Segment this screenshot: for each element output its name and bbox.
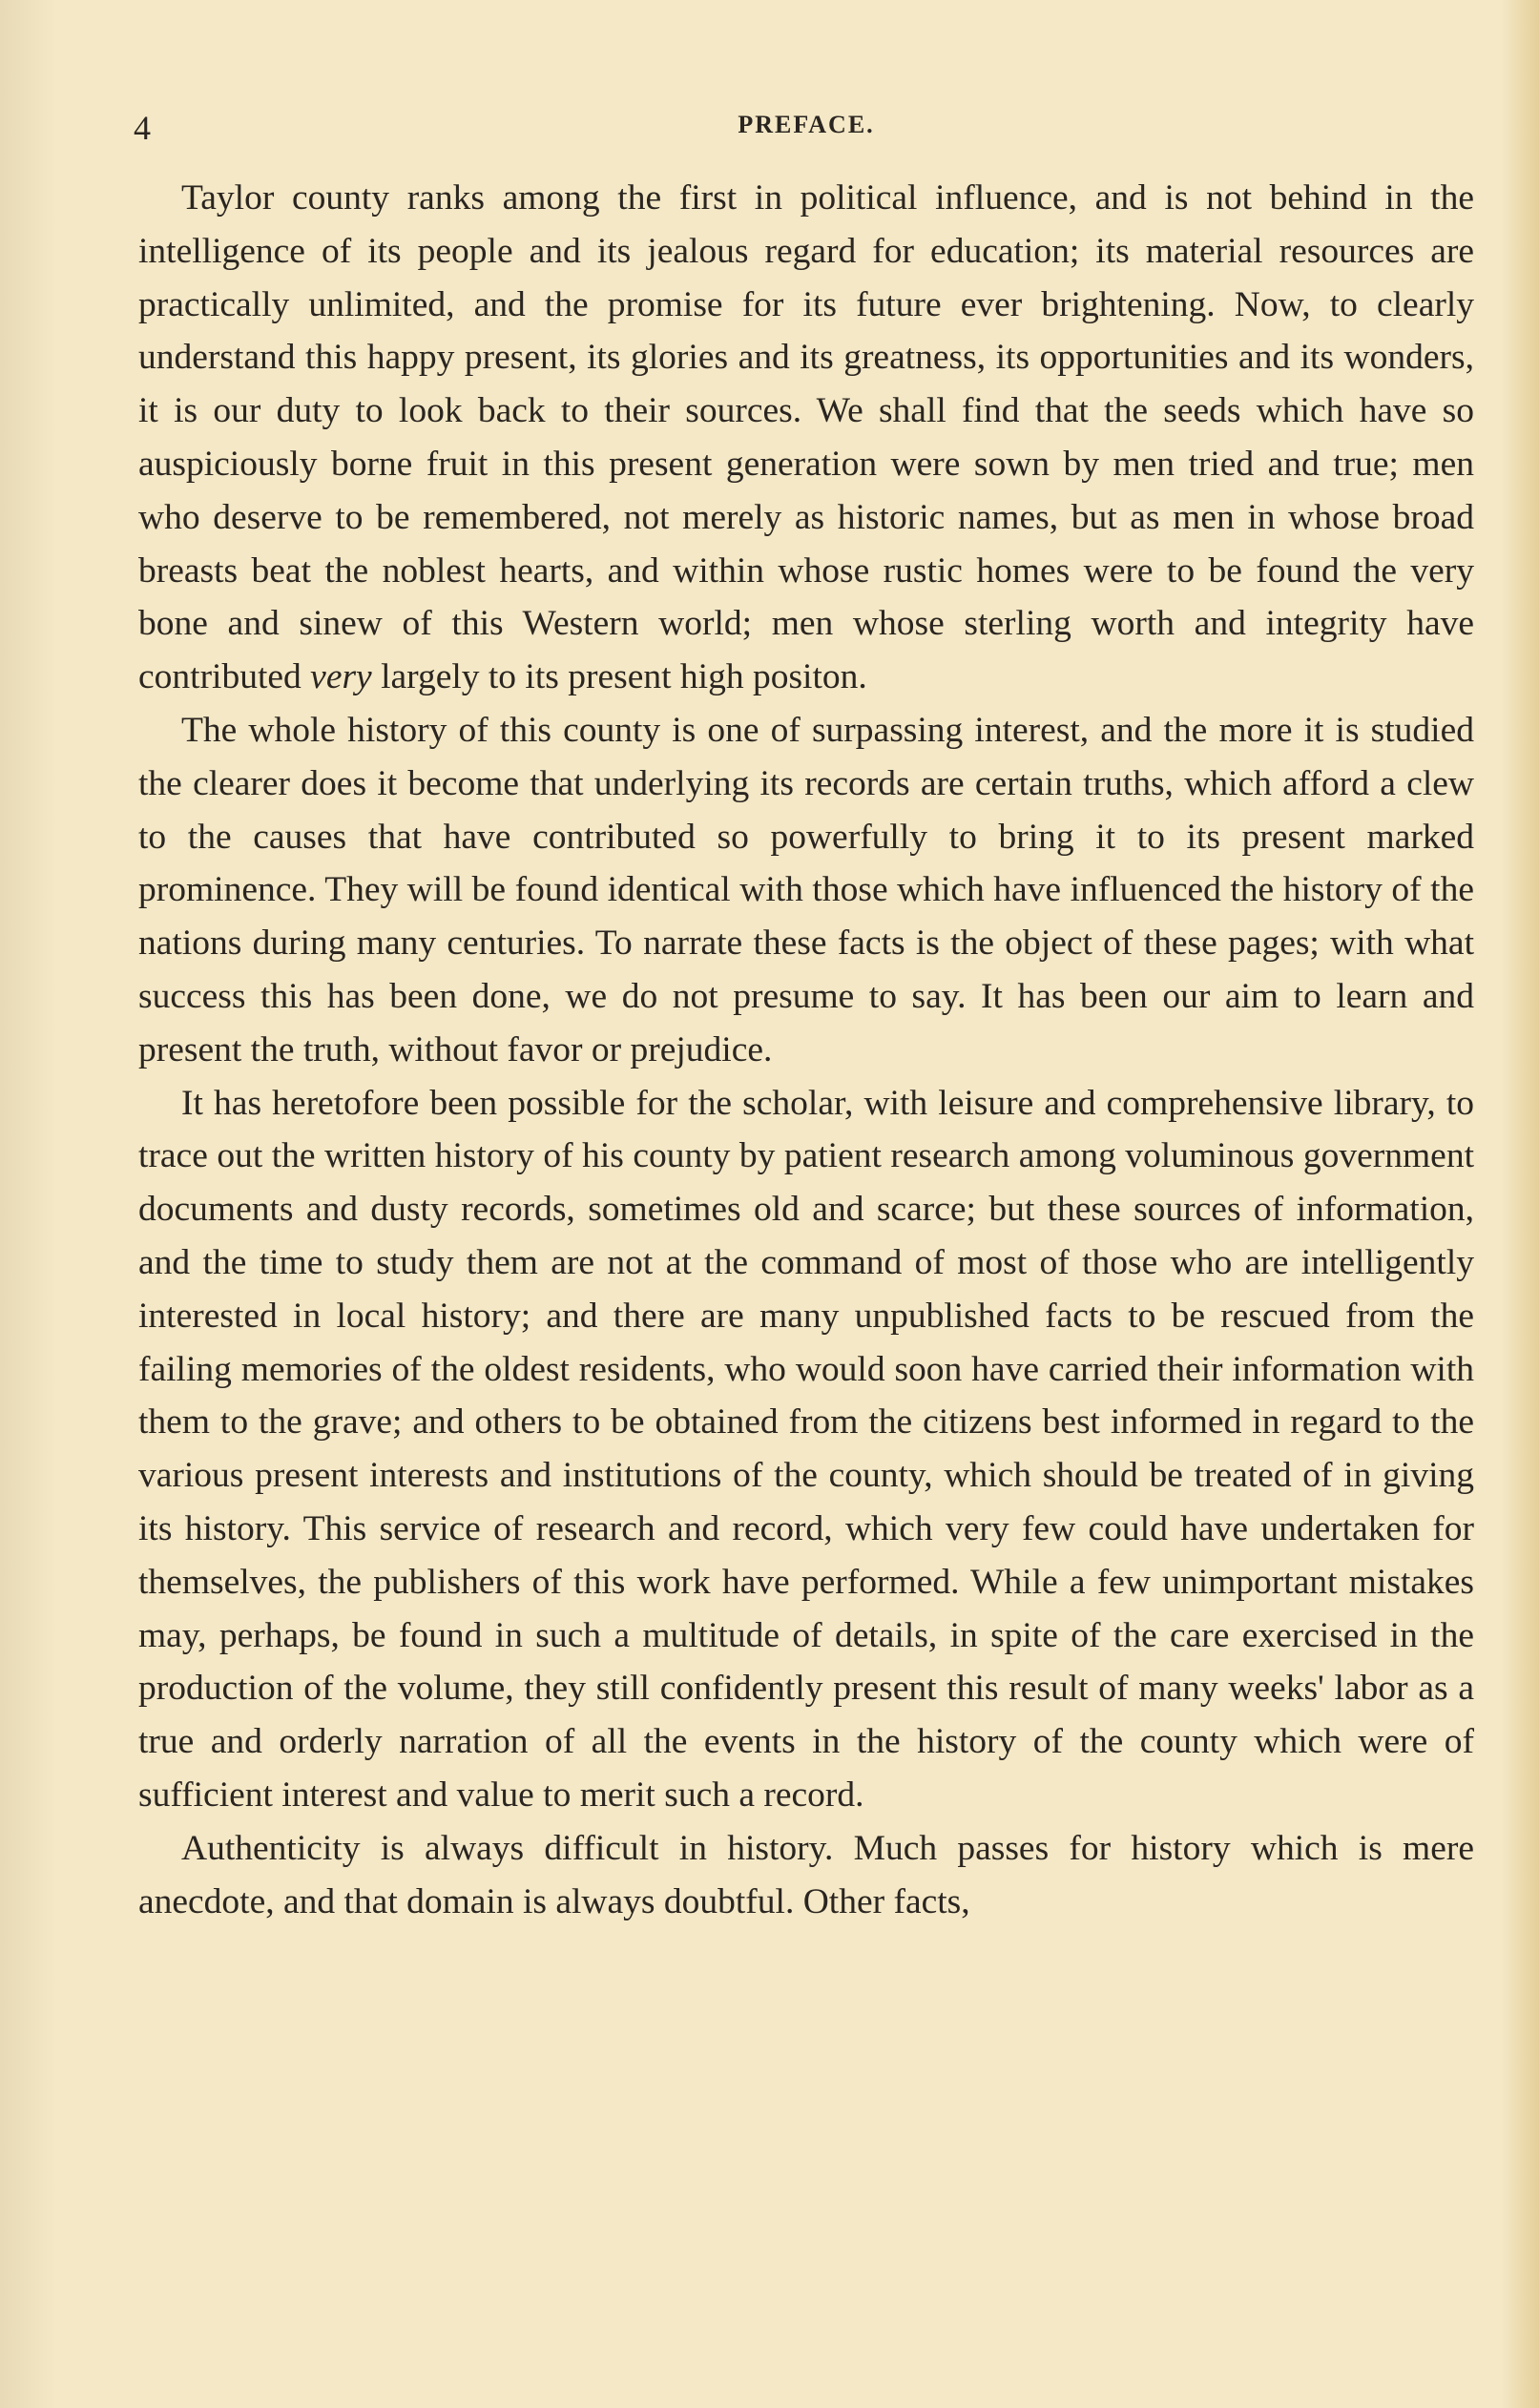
paragraph-3: It has heretofore been possible for the scholar, with leisure and comprehensive library, to trace out the written history of his county by patient research among voluminous government documents and dusty records, sometimes old and scarce; but these sources of information, and the time to study them are not at the command of most of those who are intelligently interested in local history; and there are many unpublished facts to be rescued from the failing memories of the oldest residents, who would soon have carried their information with them to the grave; and others to be obtained from the citizens best informed in regard to the various present interests and institutions of the county, which should be treated of in giving its history. This service of research and record, which very few could have undertaken for themselves, the publishers of this work have performed. While a few unimportant mistakes may, perhaps, be found in such a multitude of details, in spite of the care exercised in the production of the volume, they still confidently present this result of many weeks' labor as a true and orderly narration of all the events in the history of the county which were of sufficient interest and value to merit such a record. (138, 1083, 1474, 1815)
paragraph-1 (138, 172, 1474, 704)
paragraph-1-text-a: Taylor county ranks among the first in political influence, and is not behind in the intelligence of its people and its jealous regard for education; its material resources are practically unlimited, and the promise for its future ever brightening. Now, to clearly understand this happy present, its glories and its greatness, its opportunities and its wonders, it is our duty to look back to their sources. We shall find that the seeds which have so auspiciously borne fruit in this present generation were sown by men tried and true; men who deserve to be remembered, not merely as historic names, but as men in whose broad breasts beat the noblest hearts, and within whose rustic homes were to be found the very bone and sinew of this Western world; men whose sterling worth and integrity have contributed (138, 178, 1474, 697)
paragraph-2: The whole history of this county is one of surpassing interest, and the more it is studied the clearer does it become that underlying its records are certain truths, which afford a clew to the causes that have contributed so powerfully to bring it to its present marked prominence. They will be found identical with those which have influenced the history of the nations during many centuries. To narrate these facts is the object of these pages; with what success this has been done, we do not presume to say. It has been our aim to learn and present the truth, without favor or prejudice. (138, 710, 1474, 1069)
emphasis-very: very (310, 657, 372, 697)
running-title: PREFACE. (738, 111, 875, 138)
running-head (134, 107, 1479, 149)
page-number: 4 (134, 109, 151, 147)
paragraph-1-text-b: largely to its present high positon. (371, 657, 867, 697)
body-text (138, 172, 1474, 1928)
paragraph-4: Authenticity is always difficult in history. Much passes for history which is mere anecdote, and that domain is always doubtful. Other facts, (138, 1828, 1474, 1921)
